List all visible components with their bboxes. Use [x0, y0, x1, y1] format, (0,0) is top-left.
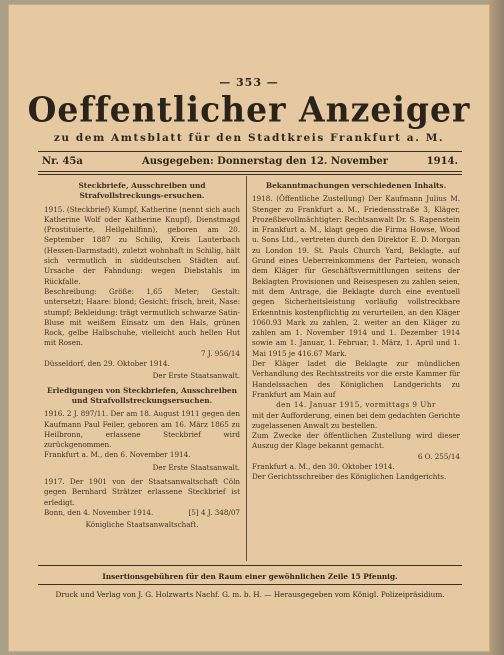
section-heading-warrants: Steckbriefe, Ausschreiben und Strafvollstreckungs-ersuchen. [78, 181, 206, 201]
issue-number: Nr. 45a [42, 156, 83, 167]
page-number: — 353 — [219, 76, 279, 89]
notice-1917-place [44, 508, 240, 518]
notice-1917-signature: Königliche Staatsanwaltschaft. [85, 520, 199, 530]
insertion-fees: Insertionsgebühren für den Raum einer gewöhnlichen Zeile 15 Pfennig. [102, 572, 398, 581]
notice-1915-place: Düsseldorf, den 29. Oktober 1914. [44, 359, 170, 369]
notice-1918-hearing-date: den 14. Januar 1915, vormittags 9 Uhr [276, 400, 436, 410]
page-title: Oeffentlicher Anzeiger [27, 89, 471, 130]
left-column [44, 179, 240, 535]
page-edge [490, 0, 504, 655]
notice-1915-text: 1915. (Steckbrief) Kumpf, Katherine (nennt sich auch Katherine Wolf oder Katherine Knupf), Dienstmagd (Prostituierte, Heilgehilfinn), geboren am 20. September 1887 zu Schilig, Kreis Lauterbach (Hessen-Darmstadt), zuletzt wohnhaft in Schilig, hält sich vermutlich in süddeutschen Städten auf. Ursache der Fahndung: wegen Diebstahls im Rückfalle. [44, 204, 240, 286]
notice-1915-description: Beschreibung: Größe: 1,65 Meter; Gestalt: untersetzt; Haare: blond; Gesicht: frisch, breit, Nase: stumpf; Bekleidung: trägt vermutlich schwarze Satin-Bluse mit weißem Einsatz um den Hals, grünen Rock, gelbe Halbschuhe, vielleicht auch hellen Hut mit Rosen. [44, 286, 240, 348]
notice-1916-signature: Der Erste Staatsanwalt. [152, 462, 240, 472]
notice-1918-place: Frankfurt a. M., den 30. Oktober 1914. [252, 462, 395, 472]
top-rule [38, 151, 462, 152]
bottom-rule-2 [38, 584, 462, 585]
notice-1918-text: 1918. (Öffentliche Zustellung) Der Kaufmann Julius M. Stenger zu Frankfurt a. M., Friedensstraße 3, Kläger, Prozeßbevollmächtigter: Rechtsanwalt Dr. S. Rapenstein in Frankfurt a. M., klagt gegen die Firma Howse, Wood u. Sons Ltd., vertreten durch den Direktor E. D. Morgan zu London 19. St. Pauls Church Yard, Beklagte, auf Grund eines Ueberreinkommens der Parteien, wonach dem Kläger für Geschäftsvermittlungen seitens der Beklagten Provisionen und Reisespesen zu zahlen seien, mit dem Antrage, die Beklagte durch eine eventuell gegen Sicherheitsleistung vorläufig vollstreckbare Erkenntnis kostenpflichtig zu verurteilen, an den Kläger 1060.93 Mark zu zahlen, 2. weiter an den Kläger zu zahlen am 1. November 1914 und 1. Dezember 1914 sowie am 1. Januar, 1. Februar, 1. März, 1. April und 1. Mai 1915 je 416.67 Mark. [252, 194, 460, 358]
notice-1918-request: mit der Aufforderung, einen bei dem gedachten Gerichte zugelassenen Anwalt zu bestellen. [252, 410, 460, 430]
notice-1917-reference: [5] 4 J. 348/07 [188, 507, 240, 517]
issue-rule-1 [38, 171, 462, 172]
notice-1917-text: 1917. Der 1901 von der Staatsanwaltschaft Cöln gegen Bernhard Strätzer erlassene Steckbrief ist erledigt. [44, 477, 240, 507]
section-heading-announcements: Bekanntmachungen verschiedenen Inhalts. [265, 181, 447, 190]
column-divider [246, 176, 247, 561]
page-subtitle: zu dem Amtsblatt für den Stadtkreis Frankfurt a. M. [53, 132, 445, 144]
notice-1918-reference: 6 O. 255/14 [417, 451, 460, 461]
notice-1918-publication: Zum Zwecke der öffentlichen Zustellung wird dieser Auszug der Klage bekannt gemacht. [252, 431, 460, 451]
issue-year: 1914. [426, 156, 458, 167]
notice-1916-text: 1916. 2 J. 897/11. Der am 18. August 1911 gegen den Kaufmann Paul Feiler, geboren am 16. März 1865 zu Heilbronn, erlassene Steckbrief wird zurückgenommen. [44, 409, 240, 450]
notice-1915-reference: 7 J. 956/14 [200, 348, 240, 358]
notice-1918-summons: Der Kläger ladet die Beklagte zur mündlichen Verhandlung des Rechtsstreits vor die erste Kammer für Handelssachen des Königlichen Landgerichts zu Frankfurt am Main auf [252, 359, 460, 399]
section-heading-settlements: Erledigungen von Steckbriefen, Ausschreiben und Strafvollstreckungsersuchen. [47, 385, 237, 405]
printer-imprint: Druck und Verlag von J. G. Holzwarts Nachf. G. m. b. H. — Herausgegeben vom Königl. Polizeipräsidium. [55, 590, 445, 599]
right-column [252, 179, 460, 483]
notice-1915-signature: Der Erste Staatsanwalt. [152, 371, 240, 381]
notice-1918-signature: Der Gerichtsschreiber des Königlichen Landgerichts. [252, 472, 447, 482]
notice-1916-place: Frankfurt a. M., den 6. November 1914. [44, 450, 191, 460]
bottom-rule-1 [38, 565, 462, 566]
issue-date: Ausgegeben: Donnerstag den 12. November [142, 156, 389, 167]
notice-1917-place-text: Bonn, den 4. November 1914. [44, 507, 154, 517]
issue-rule-2 [38, 174, 462, 175]
newspaper-page [8, 4, 490, 652]
